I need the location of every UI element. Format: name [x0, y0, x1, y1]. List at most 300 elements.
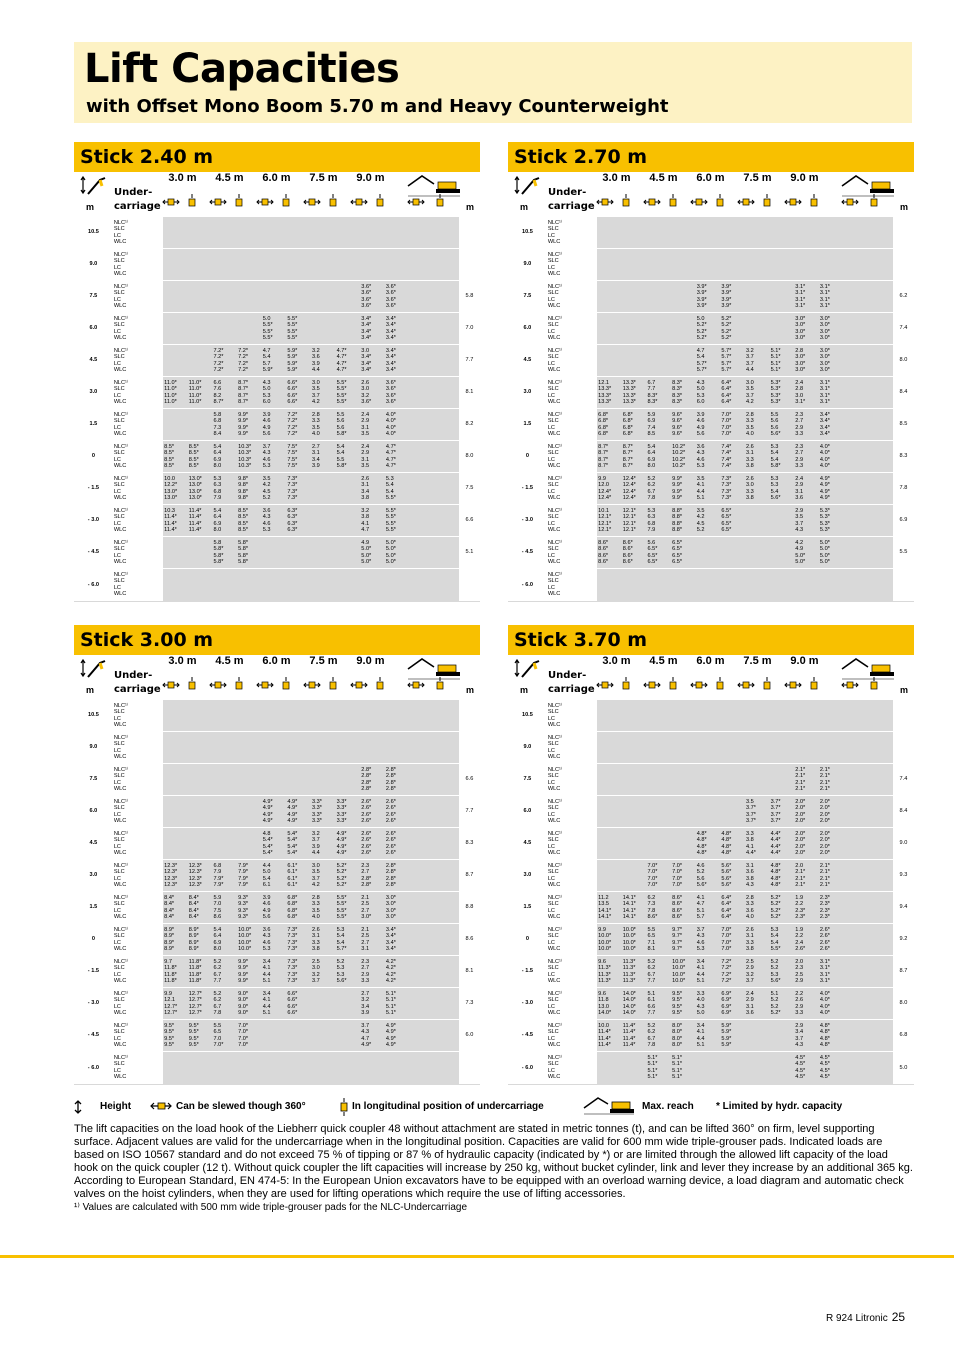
- capacity-cell: [385, 732, 410, 764]
- unit-left: m: [86, 202, 95, 212]
- capacity-cell: [844, 441, 869, 473]
- radius-header: 4.5 m: [649, 172, 678, 184]
- capacity-cell: 8.5* 8.5* 8.5* 8.5*: [163, 441, 188, 473]
- max-reach-value: 8.7: [459, 860, 480, 892]
- table-row: [508, 249, 914, 281]
- capacity-cell: [622, 828, 647, 860]
- capacity-cell: [237, 796, 262, 828]
- capacity-cell: 3.6* 3.6* 3.6* 3.6*: [385, 281, 410, 313]
- capacity-cell: [844, 313, 869, 345]
- max-reach-value: 7.8: [893, 473, 914, 505]
- capacity-cell: 4.0* 4.0* 4.0* 4.0*: [385, 409, 410, 441]
- capacity-cell: 3.2 3.7 3.7 4.4: [745, 345, 770, 377]
- undercarriage-types: NLC¹⁾ SLC LC WLC: [547, 249, 597, 281]
- capacity-cell: 3.9* 3.9* 3.9* 3.9*: [720, 281, 745, 313]
- capacity-cell: 3.7 4.3 4.6 5.3: [696, 924, 721, 956]
- capacity-cell: [410, 828, 435, 860]
- longitudinal-icon: [761, 194, 773, 208]
- capacity-cell: [410, 505, 435, 537]
- capacity-cell: [868, 249, 893, 281]
- capacity-cell: [163, 313, 188, 345]
- longitudinal-icon: [808, 677, 820, 691]
- max-reach-value: 7.4: [893, 764, 914, 796]
- capacity-cell: [262, 281, 287, 313]
- capacity-cell: [434, 217, 459, 249]
- capacity-cell: [696, 1052, 721, 1084]
- capacity-cell: 9.6 11.3* 11.3* 11.3*: [597, 956, 622, 988]
- capacity-cell: 11.0* 11.0* 11.0* 11.0*: [163, 377, 188, 409]
- capacity-cell: [868, 860, 893, 892]
- capacity-cell: [336, 764, 361, 796]
- capacity-cell: [410, 281, 435, 313]
- capacity-cell: [671, 345, 696, 377]
- capacity-cell: [646, 569, 671, 601]
- undercarriage-types: NLC¹⁾ SLC LC WLC: [547, 860, 597, 892]
- undercarriage-types: NLC¹⁾ SLC LC WLC: [113, 796, 163, 828]
- table-row: [74, 956, 480, 988]
- slew-icon: [596, 677, 614, 691]
- capacity-cell: 4.3 5.0 5.3 6.0: [262, 377, 287, 409]
- capacity-cell: 2.1* 2.1* 2.1* 2.1*: [819, 764, 844, 796]
- capacity-cell: [262, 249, 287, 281]
- capacity-cell: [597, 345, 622, 377]
- capacity-cell: [410, 860, 435, 892]
- capacity-cell: [844, 892, 869, 924]
- row-height: - 3.0: [508, 505, 547, 537]
- table-row: [74, 345, 480, 377]
- capacity-cell: 2.0* 2.0* 2.0* 2.0*: [819, 796, 844, 828]
- capacity-cell: 3.6* 3.6* 3.6* 3.6*: [385, 377, 410, 409]
- capacity-cell: 4.5* 4.5* 4.5* 4.5*: [794, 1052, 819, 1084]
- undercarriage-types: NLC¹⁾ SLC LC WLC: [113, 377, 163, 409]
- max-reach-value: [459, 217, 480, 249]
- capacity-cell: [671, 249, 696, 281]
- table-row: [508, 345, 914, 377]
- capacity-cell: [770, 249, 795, 281]
- row-height: 7.5: [508, 281, 547, 313]
- capacity-cell: [385, 700, 410, 732]
- row-height: - 6.0: [508, 569, 547, 601]
- max-reach-value: 9.4: [893, 892, 914, 924]
- slew-icon: [256, 194, 274, 208]
- capacity-cell: 2.9 3.4 3.7 4.3: [794, 1020, 819, 1052]
- capacity-cell: [434, 281, 459, 313]
- capacity-cell: [745, 1052, 770, 1084]
- capacity-cell: [360, 1052, 385, 1084]
- undercarriage-types: NLC¹⁾ SLC LC WLC: [113, 828, 163, 860]
- capacity-cell: [720, 732, 745, 764]
- stick-block: [508, 625, 914, 1085]
- capacity-cell: [597, 700, 622, 732]
- capacity-cell: 9.6* 9.6* 9.6* 9.6*: [671, 409, 696, 441]
- longitudinal-icon: [714, 194, 726, 208]
- max-reach-value: 8.7: [893, 956, 914, 988]
- capacity-cell: 4.5* 4.5* 4.5* 4.5*: [819, 1052, 844, 1084]
- undercarriage-types: NLC¹⁾ SLC LC WLC: [113, 473, 163, 505]
- capacity-cell: [770, 732, 795, 764]
- capacity-cell: 8.8* 8.8* 8.8* 8.8*: [671, 505, 696, 537]
- capacity-cell: [770, 764, 795, 796]
- stick-title: Stick 3.00 m: [74, 625, 480, 655]
- table-row: [74, 1020, 480, 1052]
- capacity-cell: 3.1* 3.1* 3.1* 3.1*: [819, 281, 844, 313]
- max-reach-value: [459, 1052, 480, 1084]
- capacity-cell: [794, 732, 819, 764]
- capacity-cell: [597, 569, 622, 601]
- footnote: ¹⁾ Values are calculated with 500 mm wide triple-grouser pads for the NLC-Undercarriage: [74, 1202, 468, 1213]
- stick-title: Stick 3.70 m: [508, 625, 914, 655]
- capacity-cell: [868, 892, 893, 924]
- undercarriage-types: NLC¹⁾ SLC LC WLC: [547, 1052, 597, 1084]
- slew-icon: [643, 194, 661, 208]
- capacity-cell: 2.4 2.9 3.1 3.6: [745, 988, 770, 1020]
- capacity-cell: [434, 764, 459, 796]
- capacity-cell: [868, 409, 893, 441]
- row-height: 1.5: [508, 409, 547, 441]
- legend-limited: * Limited by hydr. capacity: [716, 1101, 843, 1112]
- table-row: [74, 924, 480, 956]
- capacity-cell: [410, 217, 435, 249]
- capacity-cell: [720, 217, 745, 249]
- capacity-cell: [360, 569, 385, 601]
- table-row: [74, 700, 480, 732]
- capacity-cell: [770, 313, 795, 345]
- row-height: 4.5: [508, 345, 547, 377]
- capacity-cell: [745, 537, 770, 569]
- row-height: 0: [508, 441, 547, 473]
- undercarriage-types: NLC¹⁾ SLC LC WLC: [547, 537, 597, 569]
- stick-block: [74, 142, 480, 602]
- capacity-cell: [434, 796, 459, 828]
- max-reach-value: 8.3: [459, 828, 480, 860]
- capacity-cell: [819, 732, 844, 764]
- max-reach-value: [893, 732, 914, 764]
- capacity-cell: [868, 764, 893, 796]
- longitudinal-icon: [280, 194, 292, 208]
- capacity-cell: [868, 828, 893, 860]
- capacity-cell: 4.9* 4.9* 4.9* 4.9*: [262, 796, 287, 828]
- capacity-cell: [286, 217, 311, 249]
- table-row: [508, 505, 914, 537]
- max-reach-value: 8.2: [459, 409, 480, 441]
- capacity-cell: 8.4* 8.4* 8.4* 8.4*: [163, 892, 188, 924]
- table-row: [74, 377, 480, 409]
- row-height: - 3.0: [74, 505, 113, 537]
- capacity-cell: [434, 537, 459, 569]
- capacity-cell: 11.4* 11.4* 11.4* 11.4*: [622, 1020, 647, 1052]
- capacity-cell: [212, 700, 237, 732]
- capacity-cell: 2.8 3.3 3.5 4.0: [311, 892, 336, 924]
- row-height: 10.5: [74, 700, 113, 732]
- capacity-cell: 2.4 2.9 3.1 3.6: [794, 473, 819, 505]
- capacity-cell: 8.6* 8.6* 8.6* 8.6*: [622, 537, 647, 569]
- capacity-cell: 7.5* 7.5* 7.5* 7.5*: [286, 441, 311, 473]
- radius-header: 6.0 m: [262, 172, 291, 184]
- slew-icon: [690, 194, 708, 208]
- capacity-cell: 10.0* 10.0* 10.0* 10.0*: [237, 924, 262, 956]
- capacity-cell: 3.2 3.7 3.9 4.4: [311, 828, 336, 860]
- capacity-cell: 5.5* 5.5* 5.5* 5.5*: [336, 892, 361, 924]
- max-reach-value: 7.3: [459, 988, 480, 1020]
- row-height: - 4.5: [508, 1020, 547, 1052]
- slew-icon: [162, 677, 180, 691]
- height-boom-icon: [514, 657, 540, 681]
- capacity-cell: 3.3* 3.3* 3.3* 3.3*: [336, 796, 361, 828]
- undercarriage-types: NLC¹⁾ SLC LC WLC: [113, 249, 163, 281]
- radius-header: 7.5 m: [309, 655, 338, 667]
- undercarriage-types: NLC¹⁾ SLC LC WLC: [113, 441, 163, 473]
- capacity-cell: [868, 732, 893, 764]
- max-reach-value: 8.0: [459, 441, 480, 473]
- capacity-cell: [868, 281, 893, 313]
- capacity-cell: 14.0* 14.0* 14.0* 14.0*: [622, 988, 647, 1020]
- row-height: 1.5: [74, 892, 113, 924]
- undercarriage-types: NLC¹⁾ SLC LC WLC: [547, 377, 597, 409]
- unit-right: m: [900, 685, 909, 695]
- capacity-cell: [868, 505, 893, 537]
- capacity-cell: [336, 249, 361, 281]
- capacity-cell: 7.2* 7.2* 7.2* 7.2*: [212, 345, 237, 377]
- table-row: [508, 700, 914, 732]
- capacity-cell: 9.9 10.0* 10.0* 10.0*: [597, 924, 622, 956]
- table-row: [508, 217, 914, 249]
- table-row: [508, 764, 914, 796]
- max-reach-value: [459, 569, 480, 601]
- capacity-cell: 9.7* 9.7* 9.7* 9.7*: [671, 924, 696, 956]
- capacity-cell: 2.6 3.1 3.3 3.8: [745, 924, 770, 956]
- capacity-cell: [745, 313, 770, 345]
- capacity-cell: 7.0* 7.0* 7.0* 7.0*: [720, 409, 745, 441]
- capacity-cell: 4.2 4.9 5.0* 5.0*: [794, 537, 819, 569]
- row-height: 7.5: [74, 764, 113, 796]
- undercarriage-types: NLC¹⁾ SLC LC WLC: [547, 473, 597, 505]
- capacity-cell: [745, 569, 770, 601]
- capacity-cell: 4.1 4.7 5.1 5.7: [696, 892, 721, 924]
- capacity-cell: [188, 732, 213, 764]
- capacity-cell: [819, 249, 844, 281]
- table-row: [74, 796, 480, 828]
- capacity-cell: [262, 1020, 287, 1052]
- capacity-cell: [671, 569, 696, 601]
- capacity-cell: 4.8 5.4* 5.4* 5.4*: [262, 828, 287, 860]
- undercarriage-types: NLC¹⁾ SLC LC WLC: [547, 924, 597, 956]
- row-height: 4.5: [74, 828, 113, 860]
- capacity-cell: 4.8* 4.8* 4.8* 4.8*: [720, 828, 745, 860]
- capacity-cell: [597, 796, 622, 828]
- undercarriage-types: NLC¹⁾ SLC LC WLC: [547, 409, 597, 441]
- row-height: 0: [74, 924, 113, 956]
- capacity-cell: 2.6 3.0 3.3 3.8: [745, 473, 770, 505]
- capacity-cell: [745, 700, 770, 732]
- capacity-cell: 10.1 12.1* 12.1* 12.1*: [597, 505, 622, 537]
- capacity-cell: 3.0 3.5 3.7 4.2: [311, 860, 336, 892]
- capacity-cell: [237, 249, 262, 281]
- capacity-cell: [622, 217, 647, 249]
- max-reach-value: 8.1: [459, 377, 480, 409]
- capacity-cell: 3.4* 3.4* 3.4* 3.4*: [385, 345, 410, 377]
- capacity-cell: [212, 828, 237, 860]
- capacity-cell: [868, 796, 893, 828]
- undercarriage-types: NLC¹⁾ SLC LC WLC: [113, 1052, 163, 1084]
- capacity-cell: 2.4 2.8 3.0 3.1*: [794, 377, 819, 409]
- capacity-cell: [434, 377, 459, 409]
- capacity-cell: 2.8* 2.8* 2.8* 2.8*: [360, 764, 385, 796]
- capacity-cell: [671, 764, 696, 796]
- capacity-cell: 5.2* 5.2* 5.2* 5.2*: [720, 313, 745, 345]
- table-row: [74, 441, 480, 473]
- row-height: - 1.5: [74, 956, 113, 988]
- capacity-cell: 2.6 3.0 3.2 3.6*: [360, 377, 385, 409]
- undercarriage-types: NLC¹⁾ SLC LC WLC: [547, 892, 597, 924]
- table-header: [74, 172, 480, 216]
- longitudinal-icon: [434, 677, 446, 691]
- capacity-cell: [671, 828, 696, 860]
- capacity-cell: [597, 732, 622, 764]
- capacity-cell: 5.4 6.4 6.9 8.0: [646, 441, 671, 473]
- undercarriage-types: NLC¹⁾ SLC LC WLC: [113, 988, 163, 1020]
- capacity-grid: [508, 699, 914, 1084]
- capacity-grid: [508, 216, 914, 601]
- max-reach-value: 6.2: [893, 281, 914, 313]
- capacity-cell: [434, 249, 459, 281]
- capacity-cell: 2.1* 2.1* 2.1* 2.1*: [794, 764, 819, 796]
- capacity-cell: 2.0 2.3 2.5 2.9: [794, 956, 819, 988]
- capacity-cell: [163, 569, 188, 601]
- table-header: [74, 655, 480, 699]
- capacity-cell: [311, 1052, 336, 1084]
- unit-right: m: [466, 202, 475, 212]
- capacity-grid: [74, 216, 480, 601]
- capacity-cell: 9.5* 9.5* 9.5* 9.5*: [188, 1020, 213, 1052]
- capacity-cell: [671, 281, 696, 313]
- capacity-cell: [844, 377, 869, 409]
- capacity-cell: [336, 537, 361, 569]
- capacity-cell: 9.9 12.0 12.4* 12.4*: [597, 473, 622, 505]
- table-row: [508, 828, 914, 860]
- capacity-cell: [622, 860, 647, 892]
- capacity-cell: 5.3 5.4 5.4 5.7*: [336, 924, 361, 956]
- capacity-cell: [262, 217, 287, 249]
- capacity-cell: [286, 1052, 311, 1084]
- capacity-cell: [696, 217, 721, 249]
- max-reach-value: [893, 217, 914, 249]
- capacity-cell: 6.6* 6.6* 6.6* 6.6*: [286, 988, 311, 1020]
- capacity-cell: [622, 249, 647, 281]
- longitudinal-icon: [667, 194, 679, 208]
- capacity-cell: [819, 217, 844, 249]
- capacity-cell: [720, 1052, 745, 1084]
- capacity-cell: [385, 217, 410, 249]
- longitudinal-icon: [233, 194, 245, 208]
- capacity-cell: [237, 700, 262, 732]
- capacity-cell: [336, 1052, 361, 1084]
- radius-header: 3.0 m: [602, 655, 631, 667]
- unit-left: m: [520, 202, 529, 212]
- row-height: 3.0: [74, 377, 113, 409]
- table-row: [508, 313, 914, 345]
- capacity-cell: 2.6* 2.6* 2.6* 2.6*: [385, 796, 410, 828]
- capacity-cell: [794, 249, 819, 281]
- capacity-cell: 7.0* 7.0* 7.0* 7.0*: [671, 860, 696, 892]
- capacity-cell: [212, 569, 237, 601]
- max-reach-value: 8.1: [459, 956, 480, 988]
- max-reach-value: [459, 700, 480, 732]
- capacity-cell: 5.1* 5.1* 5.1* 5.1*: [385, 988, 410, 1020]
- max-reach-value: 8.4: [893, 796, 914, 828]
- undercarriage-types: NLC¹⁾ SLC LC WLC: [113, 1020, 163, 1052]
- capacity-grid: [74, 699, 480, 1084]
- table-header: [508, 172, 914, 216]
- capacity-cell: 5.3* 5.3* 5.3* 5.3*: [770, 377, 795, 409]
- capacity-cell: [794, 700, 819, 732]
- undercarriage-types: NLC¹⁾ SLC LC WLC: [547, 505, 597, 537]
- capacity-cell: 9.5* 9.5* 9.5* 9.5*: [671, 988, 696, 1020]
- longitudinal-icon: [868, 194, 880, 208]
- capacity-cell: 5.2 5.2 5.3 5.6*: [770, 956, 795, 988]
- capacity-cell: [868, 473, 893, 505]
- capacity-cell: 10.3* 10.3* 10.3* 10.3*: [237, 441, 262, 473]
- table-row: [508, 473, 914, 505]
- capacity-cell: [622, 569, 647, 601]
- radius-header: 6.0 m: [696, 172, 725, 184]
- capacity-cell: 2.6* 2.6* 2.6* 2.6*: [360, 796, 385, 828]
- capacity-cell: [410, 956, 435, 988]
- capacity-cell: 7.3* 7.3* 7.3* 7.3*: [286, 924, 311, 956]
- radius-header: 4.5 m: [649, 655, 678, 667]
- undercarriage-types: NLC¹⁾ SLC LC WLC: [113, 764, 163, 796]
- capacity-cell: [819, 700, 844, 732]
- capacity-cell: [212, 281, 237, 313]
- height-boom-icon: [80, 657, 106, 681]
- capacity-cell: 9.0* 9.0* 9.0* 9.0*: [237, 988, 262, 1020]
- capacity-cell: 2.9 3.5 3.7 4.3: [794, 505, 819, 537]
- capacity-cell: [770, 505, 795, 537]
- footer-rule: [0, 1255, 954, 1258]
- row-height: 7.5: [508, 764, 547, 796]
- capacity-cell: 2.8* 2.8* 2.8* 2.8*: [385, 764, 410, 796]
- capacity-cell: 7.2* 7.2* 7.2* 7.2*: [720, 956, 745, 988]
- capacity-cell: [385, 569, 410, 601]
- capacity-cell: [745, 732, 770, 764]
- capacity-cell: [188, 249, 213, 281]
- slew-icon: [150, 1099, 172, 1113]
- capacity-cell: 3.0 3.4* 3.4* 3.4*: [360, 345, 385, 377]
- capacity-cell: 5.0 5.2* 5.2* 5.2*: [696, 313, 721, 345]
- undercarriage-types: NLC¹⁾ SLC LC WLC: [547, 313, 597, 345]
- capacity-cell: [336, 281, 361, 313]
- capacity-cell: 12.7* 12.7* 12.7* 12.7*: [188, 988, 213, 1020]
- capacity-cell: 6.6* 6.6* 6.6* 6.6*: [286, 377, 311, 409]
- radius-header: 6.0 m: [262, 655, 291, 667]
- capacity-cell: 6.6 7.6 8.2 8.7*: [212, 377, 237, 409]
- capacity-cell: 5.3 6.3 6.8 7.9: [646, 505, 671, 537]
- capacity-cell: [770, 1052, 795, 1084]
- row-height: - 6.0: [508, 1052, 547, 1084]
- capacity-cell: [434, 569, 459, 601]
- row-height: 4.5: [508, 828, 547, 860]
- capacity-cell: [286, 1020, 311, 1052]
- capacity-cell: [336, 569, 361, 601]
- capacity-cell: [262, 569, 287, 601]
- max-reach-value: 5.8: [459, 281, 480, 313]
- paragraph-1: The lift capacities on the load hook of the Liebherr quick coupler 48 without attachment are stated in metric tonnes (t), and can be lifted 360° on firm, level supporting surface. Adjacent values are valid for the undercarriage when in the longitudinal position. Capacities are valid for 600 mm wide triple-grouser pads. Indicated loads are based on ISO 10567 standard and do not exceed 75 % of tipping or 87 % of hydraulic capacity (indicated by *) or are limited through the allowed lift capacity of the load hook on the quick coupler (12 t). Without quick coupler the lift capacities will increase by 250 kg, without bucket cylinder, link and lever they increase by an additional 365 kg.: [74, 1123, 913, 1174]
- row-height: - 3.0: [508, 988, 547, 1020]
- undercarriage-header: Under- carriage: [548, 187, 595, 212]
- capacity-cell: 2.5 3.0 3.2 3.7: [311, 956, 336, 988]
- table-row: [508, 1052, 914, 1084]
- capacity-cell: [163, 764, 188, 796]
- capacity-cell: [597, 1052, 622, 1084]
